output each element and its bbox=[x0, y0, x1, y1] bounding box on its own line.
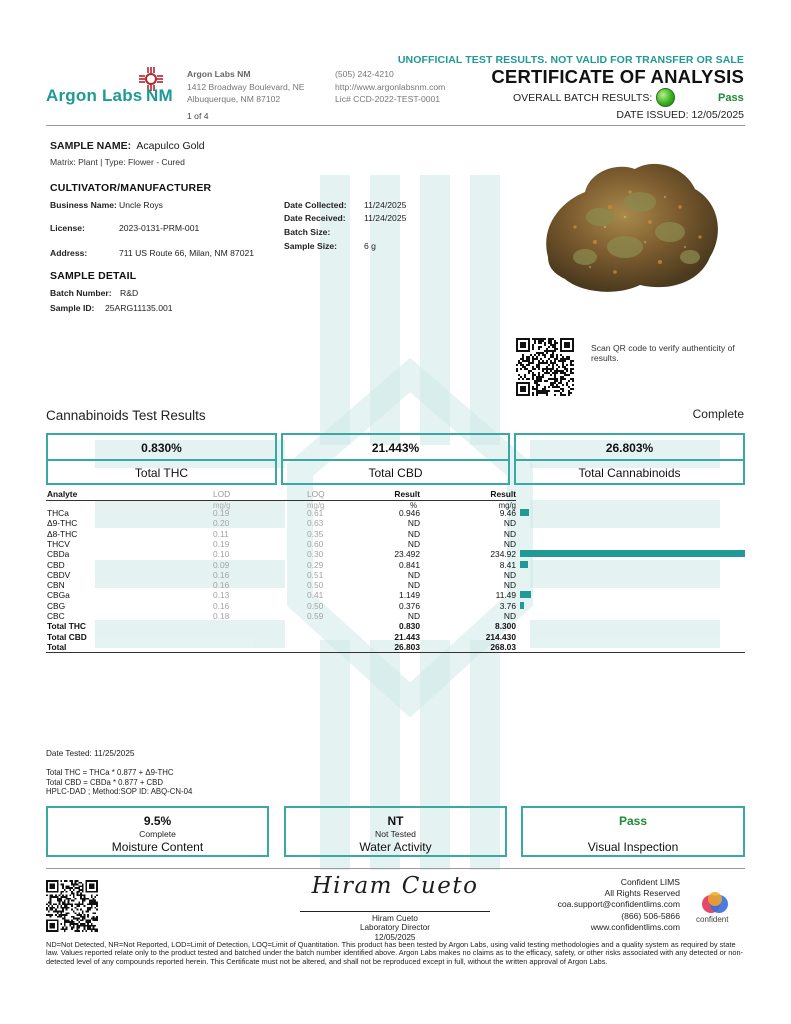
sample-name-label: SAMPLE NAME: bbox=[50, 140, 132, 152]
cell-lod: 0.18 bbox=[213, 611, 230, 621]
cell-result-pct: ND bbox=[407, 518, 420, 529]
lab-name: Argon Labs NM bbox=[187, 69, 251, 79]
cell-result-pct: 0.376 bbox=[399, 600, 420, 611]
qr-instructions: Scan QR code to verify authenticity of results. bbox=[591, 343, 735, 363]
date-collected-label: Date Collected: bbox=[284, 200, 347, 210]
address-row bbox=[50, 248, 254, 258]
cell-lod: 0.20 bbox=[213, 518, 230, 529]
date-collected-row bbox=[284, 200, 406, 210]
cannabinoids-status: Complete bbox=[692, 407, 744, 421]
cell-result-pct: 1.149 bbox=[399, 590, 420, 601]
cell-analyte: CBG bbox=[47, 600, 66, 611]
table-header-rule bbox=[46, 500, 516, 501]
cell-result-pct: 0.841 bbox=[399, 559, 420, 570]
lab-phone: (505) 242-4210 bbox=[335, 69, 394, 79]
sample-name bbox=[50, 140, 205, 152]
cell-loq: 0.50 bbox=[307, 600, 324, 611]
cell-result-pct: 23.492 bbox=[394, 549, 420, 560]
cell-result-mg: ND bbox=[503, 580, 516, 591]
cell-analyte: CBDV bbox=[47, 569, 71, 580]
date-received-row bbox=[284, 213, 406, 223]
cell-result-mg: 3.76 bbox=[499, 600, 516, 611]
table-row bbox=[46, 518, 745, 528]
date-collected-value: 11/24/2025 bbox=[364, 200, 407, 210]
lab-license: Lic# CCD-2022-TEST-0001 bbox=[335, 94, 441, 104]
summary-divider bbox=[516, 459, 743, 461]
table-row bbox=[46, 580, 745, 590]
header-divider bbox=[46, 125, 745, 126]
cell-lod: 0.19 bbox=[213, 508, 230, 518]
footer-divider bbox=[46, 868, 745, 869]
summary-label: Total THC bbox=[134, 466, 189, 480]
cell-loq: 0.30 bbox=[307, 549, 324, 560]
date-received-label: Date Received: bbox=[284, 213, 346, 223]
result-bar bbox=[520, 509, 529, 516]
cell-analyte: CBD bbox=[47, 559, 65, 570]
summary-total-cbd bbox=[281, 433, 510, 485]
unit-lod: mg/g bbox=[213, 501, 231, 510]
summary-value: 0.830% bbox=[141, 441, 182, 455]
sample-name-value: Acapulco Gold bbox=[136, 140, 205, 152]
cell-loq: 0.60 bbox=[307, 538, 324, 549]
test-value: NT bbox=[387, 814, 404, 828]
method: HPLC-DAD ; Method:SOP ID: ABQ-CN-04 bbox=[46, 787, 193, 797]
cell-loq: 0.51 bbox=[307, 569, 324, 580]
test-label: Moisture Content bbox=[111, 840, 204, 854]
test-visual-inspection bbox=[521, 806, 745, 857]
summary-value: 21.443% bbox=[371, 441, 420, 455]
batch-number-row bbox=[50, 288, 138, 298]
cell-result-pct: ND bbox=[407, 611, 420, 621]
date-received-value: 11/24/2025 bbox=[364, 213, 407, 223]
business-name-row bbox=[50, 200, 163, 210]
cell-result-mg: ND bbox=[503, 518, 516, 529]
signed-date: 12/05/2025 bbox=[374, 932, 416, 942]
test-moisture-content bbox=[46, 806, 269, 857]
summary-total-cannabinoids bbox=[514, 433, 745, 485]
cell-result-pct: ND bbox=[407, 538, 420, 549]
test-label: Water Activity bbox=[359, 840, 432, 854]
cannabinoids-title: Cannabinoids Test Results bbox=[46, 408, 206, 423]
batch-number-label: Batch Number: bbox=[50, 288, 112, 298]
cell-result-pct: ND bbox=[407, 528, 420, 539]
cell-loq: 0.59 bbox=[307, 611, 324, 621]
col-analyte: Analyte bbox=[47, 489, 78, 499]
cell-result-mg: 214.430 bbox=[485, 631, 516, 642]
signer-name: Hiram Cueto bbox=[372, 914, 418, 923]
cell-result-mg: 8.41 bbox=[499, 559, 516, 570]
cultivator-heading: CULTIVATOR/MANUFACTURER bbox=[50, 182, 212, 194]
sample-size-row bbox=[284, 241, 376, 251]
cell-analyte: Δ9-THC bbox=[47, 518, 78, 529]
lab-website: http://www.argonlabsnm.com bbox=[335, 81, 446, 92]
cell-result-mg: ND bbox=[503, 528, 516, 539]
cell-analyte: CBN bbox=[47, 580, 65, 591]
batch-size-row bbox=[284, 227, 364, 237]
table-row bbox=[46, 601, 745, 611]
col-lod: LOD bbox=[213, 489, 231, 499]
lab-contact bbox=[335, 68, 445, 106]
formula-cbd: Total CBD = CBDa * 0.877 + CBD bbox=[46, 777, 164, 787]
cell-result-mg: 9.46 bbox=[499, 508, 516, 518]
sample-id-row bbox=[50, 303, 173, 313]
license-value: 2023-0131-PRM-001 bbox=[119, 223, 200, 233]
sample-detail-heading: SAMPLE DETAIL bbox=[50, 270, 137, 282]
test-label: Visual Inspection bbox=[587, 840, 679, 854]
cell-lod: 0.19 bbox=[213, 538, 230, 549]
cell-result-mg: 8.300 bbox=[495, 621, 516, 632]
cell-result-mg: ND bbox=[503, 538, 516, 549]
lims-web[interactable]: www.confidentlims.com bbox=[590, 921, 680, 932]
qr-code-icon bbox=[515, 338, 575, 396]
cell-result-mg: 268.03 bbox=[490, 641, 516, 652]
col-result-mg: Result bbox=[490, 489, 516, 499]
table-row bbox=[46, 529, 745, 539]
sample-size-value: 6 g bbox=[364, 241, 376, 251]
unit-loq: mg/g bbox=[307, 501, 325, 510]
summary-value: 26.803% bbox=[605, 441, 654, 455]
cell-result-mg: 11.49 bbox=[495, 590, 516, 601]
date-issued: DATE ISSUED: 12/05/2025 bbox=[616, 109, 744, 121]
sample-id-label: Sample ID: bbox=[50, 303, 95, 313]
date-tested: Date Tested: 11/25/2025 bbox=[46, 749, 135, 758]
result-bar bbox=[520, 550, 745, 557]
cell-result-pct: ND bbox=[407, 580, 420, 591]
logo-text: Argon Labs NM bbox=[46, 86, 173, 105]
test-value: Pass bbox=[618, 814, 648, 828]
table-row bbox=[46, 611, 745, 621]
cell-lod: 0.11 bbox=[213, 528, 229, 539]
cell-lod: 0.13 bbox=[213, 590, 230, 601]
cell-analyte: CBC bbox=[47, 611, 65, 621]
sample-id-value: 25ARG11135.001 bbox=[105, 303, 173, 313]
summary-divider bbox=[283, 459, 508, 461]
business-name-value: Uncle Roys bbox=[119, 200, 163, 210]
cell-analyte: THCV bbox=[47, 538, 70, 549]
business-name-label: Business Name: bbox=[50, 200, 117, 210]
license-row bbox=[50, 223, 199, 233]
test-status: Complete bbox=[139, 829, 176, 839]
lims-info bbox=[558, 877, 680, 933]
page-count: 1 of 4 bbox=[187, 111, 209, 121]
result-bar bbox=[520, 602, 524, 609]
calculation-notes bbox=[46, 768, 192, 797]
table-row bbox=[46, 549, 745, 559]
summary-divider bbox=[48, 459, 275, 461]
green-circle-icon bbox=[656, 88, 675, 107]
cell-loq: 0.63 bbox=[307, 518, 324, 529]
cell-result-pct: ND bbox=[407, 569, 420, 580]
result-bar bbox=[520, 561, 528, 568]
disclaimer: ND=Not Detected, NR=Not Reported, LOD=Limit of Detection, LOQ=Limit of Quantitation. This product has been tested by Argon Labs, using valid testing methodologies and a quality system as required by state law. Values reported relate only to the product tested and batched under the batch number identified above. Argon Labs makes no claims as to the efficacy, safety, or other risks associated with any detected or non-detected level of any compounds reported herein. This Certificate must not be altered, and shall not be reproduced except in full, without the written approval of Argon Labs. bbox=[46, 940, 744, 966]
signer-title: Laboratory Director bbox=[359, 923, 431, 933]
signer-info bbox=[300, 914, 490, 942]
cell-analyte: Δ8-THC bbox=[47, 528, 78, 539]
test-value: 9.5% bbox=[143, 814, 172, 828]
cell-analyte: THCa bbox=[47, 508, 69, 518]
cell-lod: 0.09 bbox=[213, 559, 230, 570]
confident-logo-text: confident bbox=[696, 915, 729, 924]
cell-analyte: Total bbox=[47, 641, 67, 652]
address-value: 711 US Route 66, Milan, NM 87021 bbox=[119, 248, 255, 258]
table-row bbox=[46, 508, 745, 518]
summary-label: Total CBD bbox=[368, 466, 423, 480]
table-row bbox=[46, 632, 745, 642]
overall-results-label: OVERALL BATCH RESULTS: bbox=[513, 92, 653, 104]
cell-analyte: CBDa bbox=[47, 549, 70, 560]
table-row bbox=[46, 570, 745, 580]
lab-address-1: 1412 Broadway Boulevard, NE bbox=[187, 81, 305, 92]
lims-name: Confident LIMS bbox=[620, 877, 680, 887]
cell-result-pct: 26.803 bbox=[394, 641, 420, 652]
signature-line bbox=[300, 911, 490, 912]
cell-lod: 0.16 bbox=[213, 600, 230, 611]
table-row bbox=[46, 539, 745, 549]
cell-lod: 0.10 bbox=[213, 549, 230, 560]
lab-info bbox=[187, 68, 305, 106]
result-bar bbox=[520, 591, 531, 598]
lims-rights: All Rights Reserved bbox=[604, 888, 680, 899]
lims-email[interactable]: coa.support@confidentlims.com bbox=[557, 899, 680, 910]
cell-analyte: Total CBD bbox=[47, 631, 87, 642]
table-row bbox=[46, 560, 745, 570]
batch-size-label: Batch Size: bbox=[284, 227, 331, 237]
cell-lod: 0.16 bbox=[213, 580, 230, 591]
cell-loq: 0.41 bbox=[307, 590, 324, 601]
test-water-activity bbox=[284, 806, 507, 857]
cell-analyte: CBGa bbox=[47, 590, 70, 601]
cell-result-pct: 0.830 bbox=[399, 621, 420, 632]
overall-result: Pass bbox=[718, 92, 744, 104]
cell-lod: 0.16 bbox=[213, 569, 230, 580]
unit-result-mg: mg/g bbox=[498, 501, 516, 510]
summary-total-thc bbox=[46, 433, 277, 485]
cell-result-mg: ND bbox=[503, 611, 516, 621]
unit-result-pct: % bbox=[410, 501, 417, 510]
cell-result-mg: 234.92 bbox=[490, 549, 516, 560]
test-status: Not Tested bbox=[375, 829, 416, 839]
lab-address-2: Albuquerque, NM 87102 bbox=[187, 94, 281, 104]
qr-code-icon bbox=[46, 880, 98, 932]
sample-photo bbox=[530, 147, 730, 302]
formula-thc: Total THC = THCa * 0.877 + Δ9-THC bbox=[46, 768, 174, 777]
unofficial-notice: UNOFFICIAL TEST RESULTS. NOT VALID FOR TRANSFER OR SALE bbox=[397, 54, 744, 66]
cell-loq: 0.61 bbox=[307, 508, 324, 518]
col-result-pct: Result bbox=[394, 489, 420, 499]
table-row bbox=[46, 590, 745, 600]
sample-size-label: Sample Size: bbox=[284, 241, 338, 251]
col-loq: LOQ bbox=[307, 489, 325, 499]
page-title: CERTIFICATE OF ANALYSIS bbox=[491, 66, 744, 87]
cell-analyte: Total THC bbox=[47, 621, 86, 632]
argon-labs-logo bbox=[46, 64, 181, 108]
table-row bbox=[46, 642, 745, 652]
lims-phone: (866) 506-5866 bbox=[621, 910, 680, 921]
license-label: License: bbox=[50, 223, 85, 233]
table-row bbox=[46, 621, 745, 631]
cell-result-pct: 0.946 bbox=[399, 508, 420, 518]
cell-result-pct: 21.443 bbox=[394, 631, 420, 642]
sample-matrix: Matrix: Plant | Type: Flower - Cured bbox=[50, 157, 185, 167]
batch-number-value: R&D bbox=[120, 288, 139, 298]
address-label: Address: bbox=[50, 248, 88, 258]
cell-loq: 0.29 bbox=[307, 559, 324, 570]
signature: Hiram Cueto bbox=[311, 873, 479, 899]
cell-loq: 0.50 bbox=[307, 580, 324, 591]
cell-loq: 0.35 bbox=[307, 528, 324, 539]
summary-label: Total Cannabinoids bbox=[578, 466, 681, 480]
cell-result-mg: ND bbox=[503, 569, 516, 580]
